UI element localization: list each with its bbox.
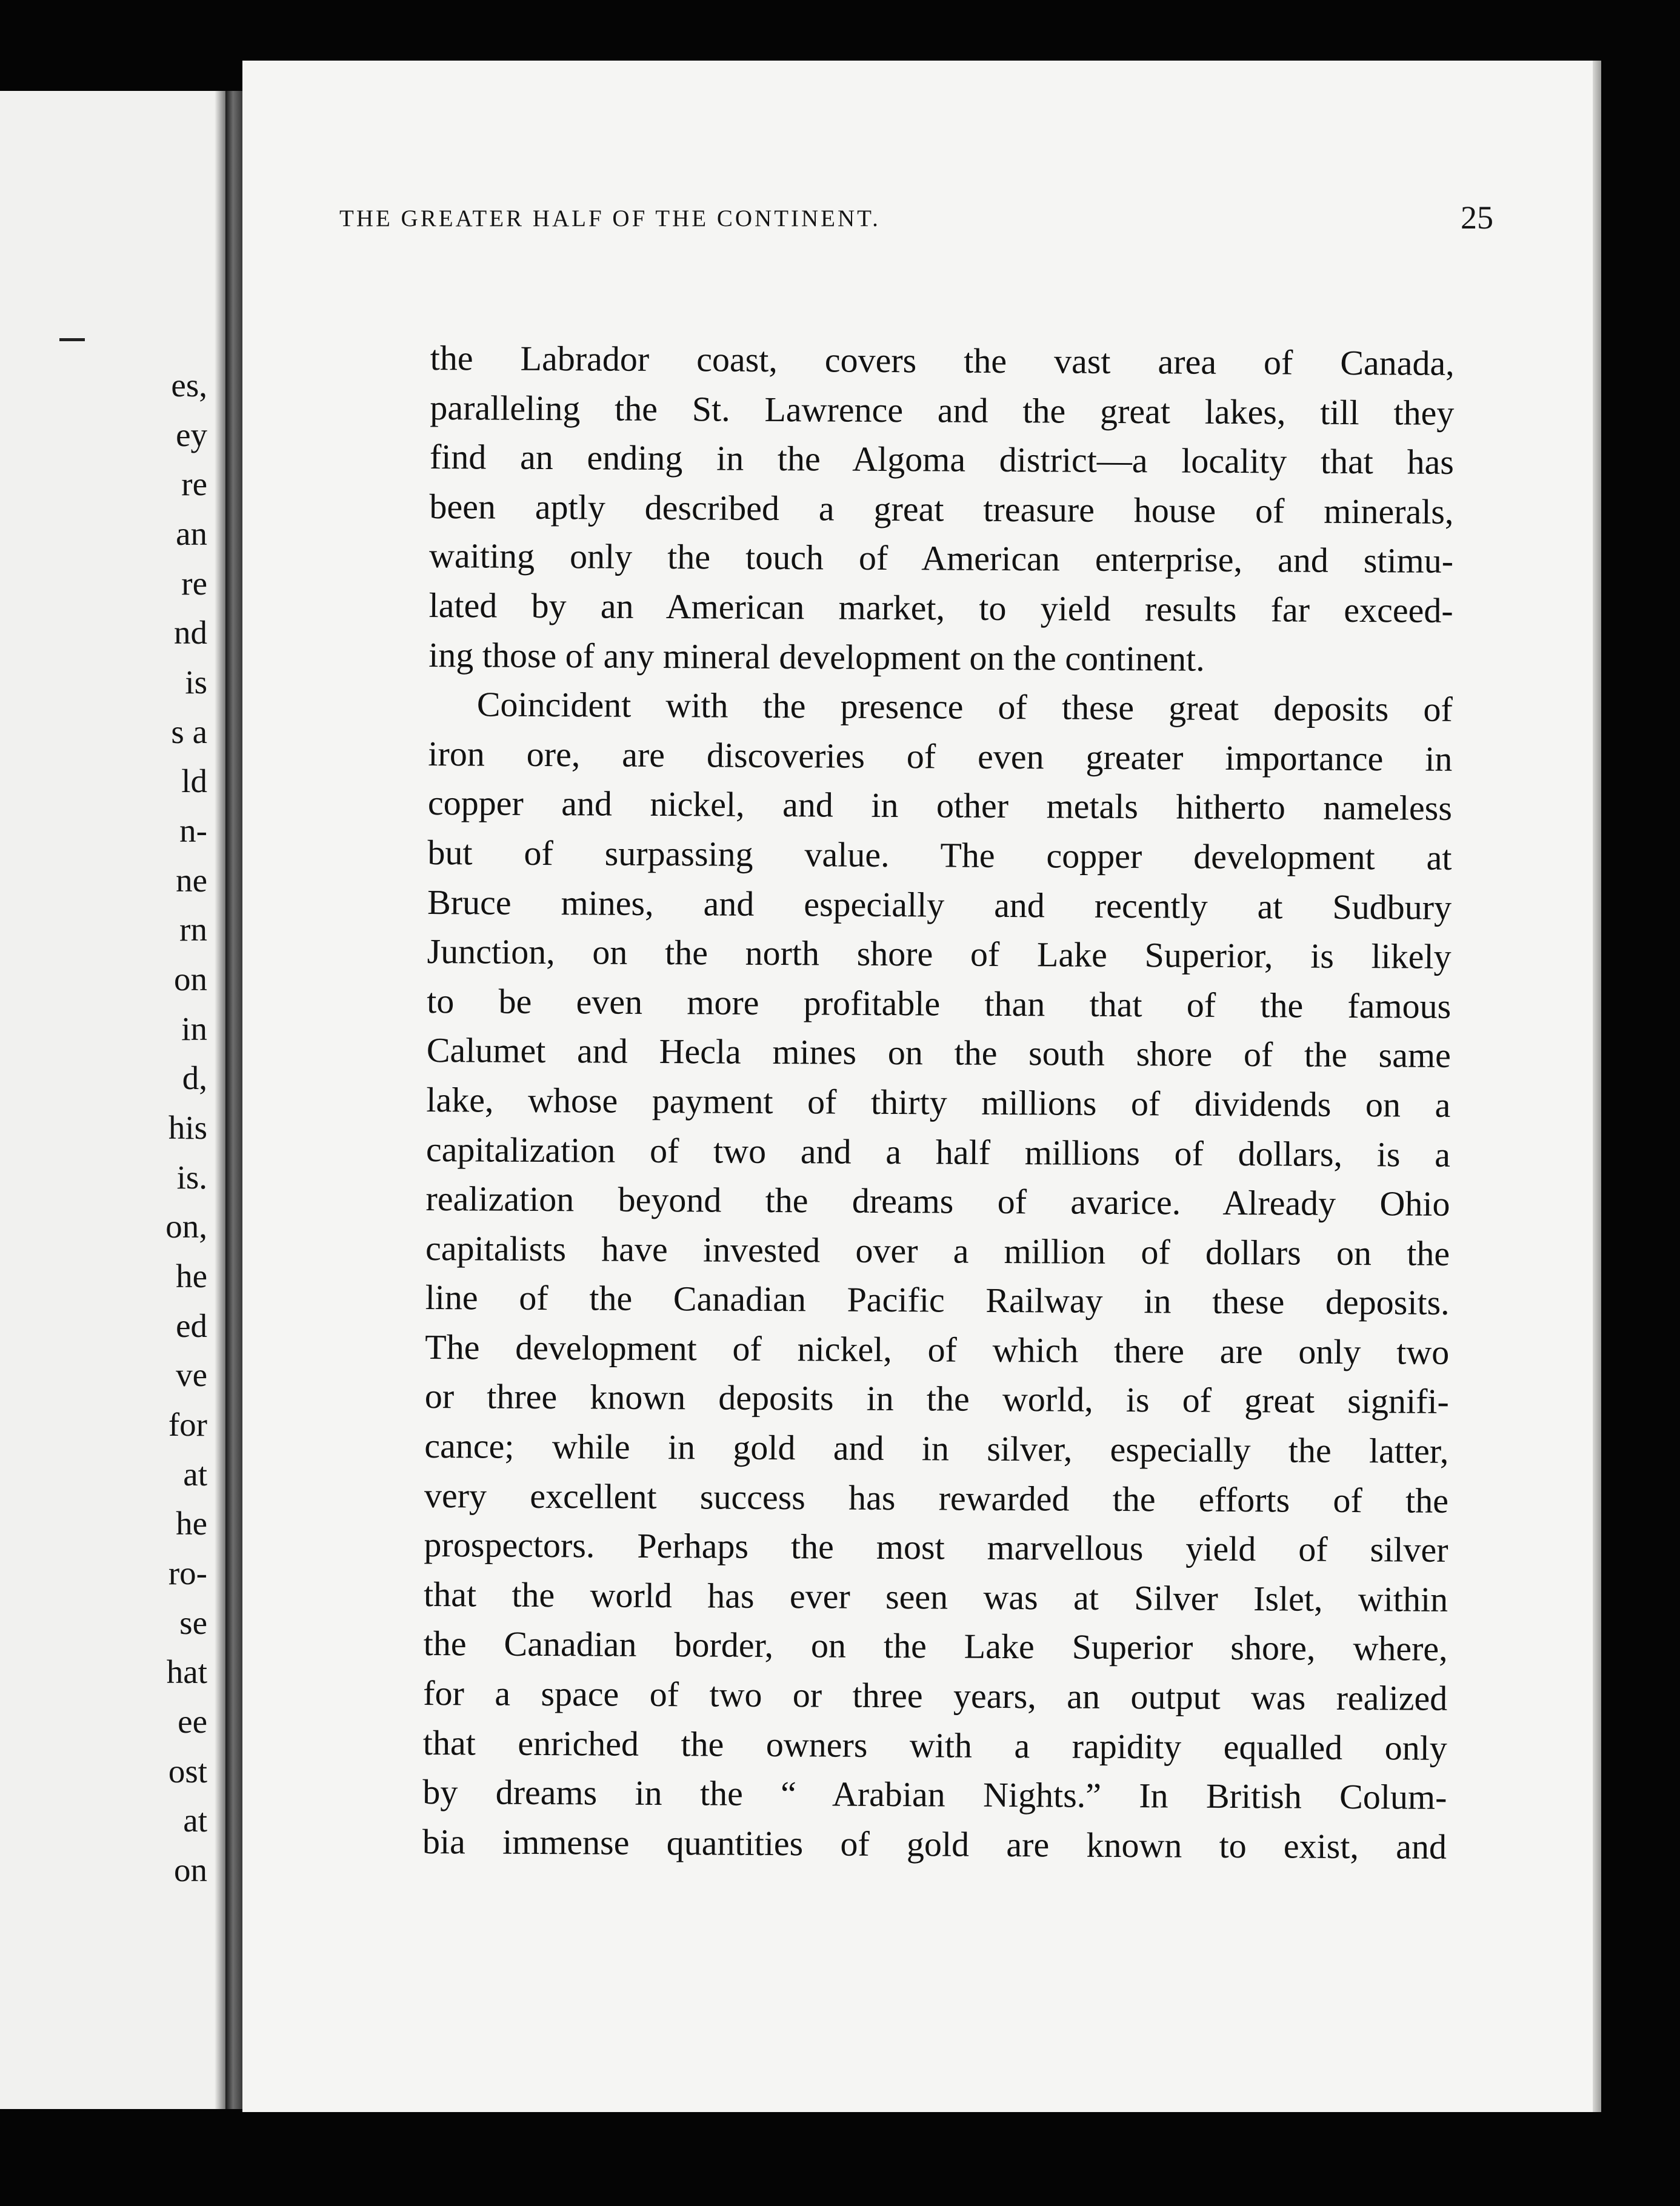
left-page-fragment: re [181,465,207,502]
page-fore-edge [1593,61,1601,2112]
text-line: bia immense quantities of gold are known to exist, and [422,1821,1447,1867]
text-line: Calumet and Hecla mines on the south shore of the same [426,1030,1451,1076]
left-page-fragment: for [168,1406,207,1443]
left-page-fragment: on [174,961,207,998]
left-page-fragment: his [168,1109,207,1146]
book-spine [225,91,242,2109]
left-page-dash [59,338,85,341]
text-line: capitalists have invested over a million of dollars on the [425,1228,1450,1273]
left-page-fragment: rn [179,911,207,948]
left-page-fragment: n- [179,812,207,849]
left-page-fragment: on, [165,1208,207,1245]
text-line: lated by an American market, to yield results far exceed- [428,585,1453,630]
left-page-fragment: ey [176,416,207,453]
left-page-fragment: on [174,1851,207,1888]
page-number: 25 [1461,199,1493,236]
text-line: that the world has ever seen was at Silver Islet, within [423,1574,1448,1619]
left-page-fragment: ost [168,1753,207,1790]
text-line: been aptly described a great treasure house of minerals, [429,486,1454,532]
left-page [0,91,225,2109]
body-text [422,333,1455,1871]
text-line: line of the Canadian Pacific Railway in these deposits. [425,1278,1450,1323]
left-page-fragment: ed [176,1307,207,1344]
text-line: copper and nickel, and in other metals hitherto nameless [427,783,1453,828]
left-page-fragment: an [176,515,207,552]
text-line: cance; while in gold and in silver, especially the latter, [424,1426,1449,1471]
left-page-fragment: es, [171,367,207,404]
text-line: realization beyond the dreams of avarice. Already Ohio [425,1179,1450,1224]
text-line: or three known deposits in the world, is of great signifi- [424,1376,1449,1422]
left-page-fragment: he [176,1505,207,1542]
left-page-fragment: at [183,1802,207,1839]
left-page-fragment: is [185,664,207,701]
left-page-fragment: ro- [168,1555,207,1591]
text-line: ing those of any mineral development on the continent. [428,635,1205,679]
gutter-shadow [215,91,225,2109]
text-line: The development of nickel, of which there are only two [425,1327,1450,1372]
text-line: for a space of two or three years, an output was realized [423,1673,1448,1718]
text-line: prospectors. Perhaps the most marvellous yield of silver [424,1525,1448,1570]
left-page-fragment: ld [181,762,207,799]
left-page-fragment: he [176,1258,207,1295]
left-page-fragment: ee [178,1703,207,1740]
left-page-fragment: nd [174,614,207,651]
left-page-fragment: ve [176,1356,207,1393]
text-line: Junction, on the north shore of Lake Superior, is likely [427,931,1452,976]
left-page-fragment: ne [176,862,207,899]
text-line: that enriched the owners with a rapidity equalled only [422,1722,1447,1768]
text-line: lake, whose payment of thirty millions of dividends on a [426,1079,1451,1125]
text-line: by dreams in the “ Arabian Nights.” In British Colum- [422,1772,1447,1818]
left-page-fragment: s a [171,713,207,750]
text-line: Bruce mines, and especially and recently at Sudbury [427,882,1452,927]
left-page-fragment: in [181,1010,207,1047]
text-line: find an ending in the Algoma district—a locality that has [429,437,1455,482]
left-page-fragment: se [179,1604,207,1641]
text-line: the Labrador coast, covers the vast area of Canada, [430,338,1455,383]
left-page-fragment: re [181,565,207,602]
text-line: iron ore, are discoveries of even greater importance in [428,733,1453,779]
running-title: THE GREATER HALF OF THE CONTINENT. [339,205,881,232]
left-page-fragment: hat [166,1653,207,1690]
text-line: capitalization of two and a half millions of dollars, is a [425,1129,1451,1175]
running-header [339,199,1493,241]
left-page-fragment: d, [182,1059,207,1096]
text-line: very excellent success has rewarded the efforts of the [424,1475,1449,1521]
left-page-fragment: is. [176,1159,207,1196]
text-line: Coincident with the presence of these great deposits of [476,684,1453,729]
text-line: waiting only the touch of American enterprise, and stimu- [428,536,1454,581]
text-line: to be even more profitable than that of the famous [427,981,1452,1026]
left-page-fragment: at [183,1456,207,1493]
text-line: the Canadian border, on the Lake Superior shore, where, [423,1624,1448,1669]
text-line: but of surpassing value. The copper development at [427,832,1452,878]
text-line: paralleling the St. Lawrence and the great lakes, till they [430,387,1455,433]
